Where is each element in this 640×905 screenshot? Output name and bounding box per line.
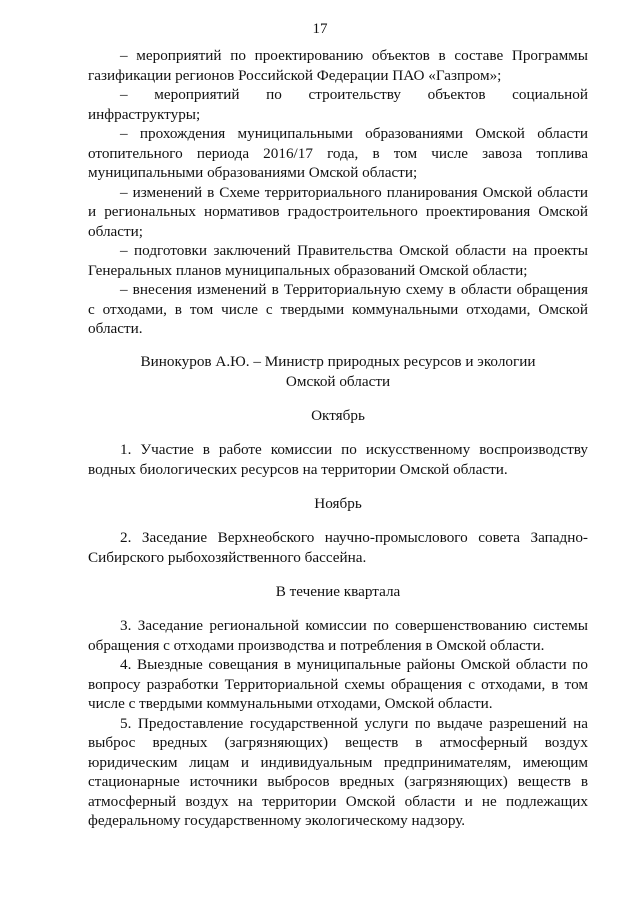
quarter-items — [88, 616, 588, 831]
list-item: 3. Заседание региональной комиссии по совершенствованию системы обращения с отходами производства и потребления в Омской области. — [88, 617, 588, 654]
list-item: 1. Участие в работе комиссии по искусственному воспроизводству водных биологических ресурсов на территории Омской области. — [88, 441, 588, 478]
section-heading-november: Ноябрь — [314, 495, 362, 512]
page-number: 17 — [312, 21, 328, 37]
responsible-official — [88, 352, 588, 391]
bullet-item: – мероприятий по строительству объектов социальной инфраструктуры; — [88, 86, 588, 123]
list-item: 5. Предоставление государственной услуги по выдаче разрешений на выброс вредных (загрязняющих) веществ в атмосферный воздух юридическим лицам и индивидуальным предпринимателям, имеющим стационарные источники выбросов вредных (загрязняющих) веществ в атмосферный воздух на территории Омской области и не подлежащих федеральному государственному экологическому надзору. — [88, 714, 588, 829]
section-heading-quarter: В течение квартала — [275, 583, 401, 600]
bullet-item: – изменений в Схеме территориального планирования Омской области и региональных нормативов градостроительного проектирования Омской области; — [88, 183, 588, 240]
november-items — [88, 528, 588, 567]
activity-bullet-list — [88, 46, 588, 339]
bullet-item: – подготовки заключений Правительства Омской области на проекты Генеральных планов муниципальных образований Омской области; — [88, 242, 588, 279]
bullet-item: – внесения изменений в Территориальную схему в области обращения с отходами, в том числе с твердыми коммунальными отходами, Омской области. — [88, 281, 588, 337]
responsible-line: Омской области — [285, 372, 391, 390]
bullet-item: – мероприятий по проектированию объектов в составе Программы газификации регионов Российской Федерации ПАО «Газпром»; — [88, 47, 588, 84]
list-item: 2. Заседание Верхнеобского научно-промыслового совета Западно-Сибирского рыбохозяйственного бассейна. — [88, 529, 588, 566]
bullet-item: – прохождения муниципальными образованиями Омской области отопительного периода 2016/17 года, в том числе завоза топлива муниципальными образованиями Омской области; — [88, 125, 588, 181]
section-heading-october: Октябрь — [311, 407, 365, 424]
responsible-line: Винокуров А.Ю. – Министр природных ресурсов и экологии — [140, 353, 536, 370]
october-items — [88, 440, 588, 479]
list-item: 4. Выездные совещания в муниципальные районы Омской области по вопросу разработки Территориальной схемы обращения с отходами, в том числе с твердыми коммунальными отходами, Омской области. — [88, 656, 588, 712]
